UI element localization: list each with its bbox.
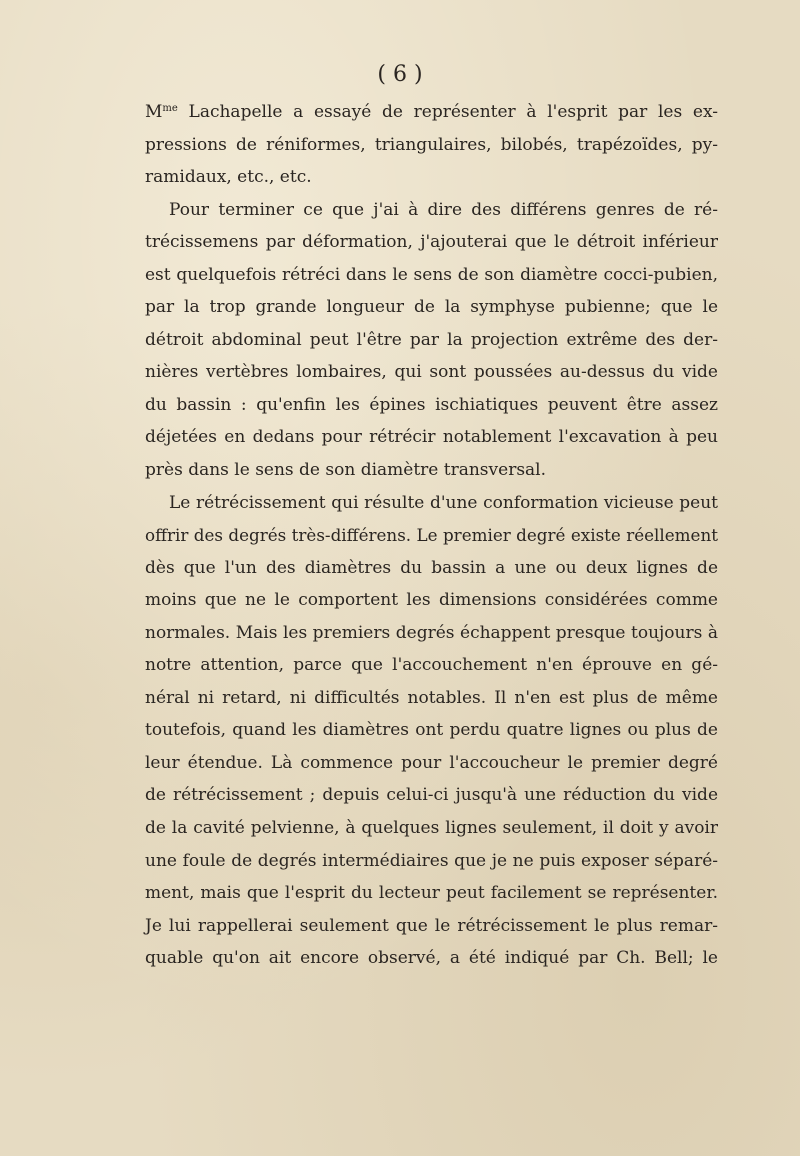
text-line: nières vertèbres lombaires, qui sont poussées au-dessus du vide xyxy=(145,362,718,383)
text-line: toutefois, quand les diamètres ont perdu quatre lignes ou plus de xyxy=(145,720,718,741)
text-line: notre attention, parce que l'accouchement n'en éprouve en gé- xyxy=(145,655,718,676)
text-line: Je lui rappellerai seulement que le rétrécissement le plus remar- xyxy=(145,915,718,936)
text-line: quable qu'on ait encore observé, a été indiqué par Ch. Bell; le xyxy=(145,948,718,969)
text-line: est quelquefois rétréci dans le sens de son diamètre cocci-pubien, xyxy=(145,264,718,285)
text-line xyxy=(145,96,718,129)
text-line: du bassin : qu'enfin les épines ischiatiques peuvent être assez xyxy=(145,394,718,415)
text-line: pressions de réniformes, triangulaires, bilobés, trapézoïdes, py- xyxy=(145,134,718,155)
text-line: de rétrécissement ; depuis celui-ci jusqu'à une réduction du vide xyxy=(145,785,718,806)
text-line: une foule de degrés intermédiaires que je ne puis exposer séparé- xyxy=(145,850,718,871)
text-line: offrir des degrés très-différens. Le premier degré existe réellement xyxy=(145,525,718,546)
text-line: normales. Mais les premiers degrés échappent presque toujours à xyxy=(145,622,718,643)
text-line-content: Lachapelle a essayé de représenter à l'esprit par les ex- xyxy=(177,102,718,122)
text-line: ment, mais que l'esprit du lecteur peut facilement se représenter. xyxy=(145,883,718,904)
text-line: ramidaux, etc., etc. xyxy=(145,167,312,188)
text-line: moins que ne le comportent les dimensions considérées comme xyxy=(145,590,718,611)
text-line: néral ni retard, ni difficultés notables. Il n'en est plus de même xyxy=(145,687,718,708)
text-line: leur étendue. Là commence pour l'accoucheur le premier degré xyxy=(145,752,718,773)
text-line: par la trop grande longueur de la symphyse pubienne; que le xyxy=(145,297,718,318)
honorific-superscript: me xyxy=(162,103,178,114)
text-line: Pour terminer ce que j'ai à dire des différens genres de ré- xyxy=(169,199,718,220)
body-text xyxy=(145,96,718,975)
text-line: déjetées en dedans pour rétrécir notablement l'excavation à peu xyxy=(145,427,718,448)
text-line: près dans le sens de son diamètre transversal. xyxy=(145,460,547,481)
text-line: de la cavité pelvienne, à quelques lignes seulement, il doit y avoir xyxy=(145,818,718,839)
text-line: détroit abdominal peut l'être par la projection extrême des der- xyxy=(145,329,718,350)
text-line: Le rétrécissement qui résulte d'une conformation vicieuse peut xyxy=(169,492,718,513)
page-number: ( 6 ) xyxy=(377,62,423,87)
honorific: M xyxy=(145,102,163,122)
text-line: trécissemens par déformation, j'ajouterai que le détroit inférieur xyxy=(145,232,718,253)
text-line: dès que l'un des diamètres du bassin a une ou deux lignes de xyxy=(145,557,718,578)
